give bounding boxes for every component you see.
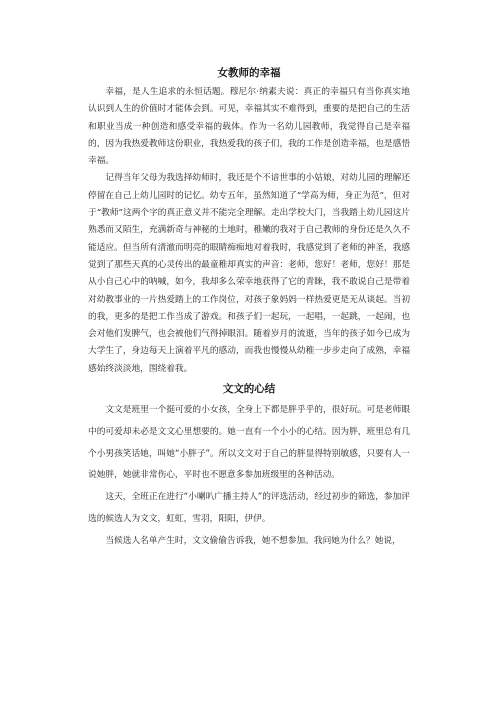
document-body	[88, 66, 410, 553]
section-wenwen	[88, 382, 410, 553]
paragraph: 当候选人名单产生时，文文偷偷告诉我，她不想参加。我问她为什么？她说，	[105, 535, 401, 546]
paragraph: 幸福，是人生追求的永恒话题。穆尼尔·纳素夫说：真正的幸福只有当你真实地认识到人生的价值时才能体会到。可见，幸福其实不难得到，重要的是把自己的生活和职业当成一种创造和感受幸福的载体。作为一名幼儿园教师，我觉得自己是幸福的，因为我热爱教师这份职业，我热爱我的孩子们，我的工作是创造幸福，也是感悟幸福。	[88, 87, 410, 167]
section-happiness	[88, 66, 410, 378]
section-title: 文文的心结	[222, 383, 276, 396]
section-title: 女教师的幸福	[217, 67, 281, 79]
paragraph: 这天，全班正在进行“小喇叭广播主持人”的评选活动，经过初步的筛选，参加评选的候选人为文文，虹虹，雪羽，阳阳，伊伊。	[88, 492, 410, 525]
paragraph: 文文是班里一个挺可爱的小女孩，全身上下都是胖乎乎的，很好玩。可是老师眼中的可爱却未必是文文心里想要的。她一直有一个小小的心结。因为胖，班里总有几个小男孩笑话她，叫她“小胖子”。所以文文对于自己的胖显得特别敏感，只要有人一说她胖，她就非常伤心，平时也不愿意多参加班级里的各种活动。	[88, 405, 410, 481]
paragraph: 记得当年父母为我选择幼师时，我还是个不谙世事的小姑娘，对幼儿园的理解还停留在自己上幼儿园时的记忆。幼专五年，虽然知道了“学高为师，身正为范”，但对于“教师”这两个字的真正意义并不能完全理解。走出学校大门，当我踏上幼儿园这片熟悉而又陌生，充满新奇与神秘的土地时，稚嫩的我对于自己教师的身份还是久久不能适应。但当所有清澈而明亮的眼睛痴痴地对着我时，我感觉到了老师的神圣，我感觉到了那些天真的心灵传出的最童稚却真实的声音：老师，您好！老师，您好！那是从小自己心中的呐喊，如今，我却多么荣幸地获得了它的青睐，我不敢说自己是带着对幼教事业的一片热爱踏上的工作岗位，对孩子象妈妈一样热爱更是无从谈起。当初的我，更多的是把工作当成了游戏。和孩子们一起玩，一起唱，一起跳，一起闹，也会对他们发脾气，也会被他们气得掉眼泪。随着岁月的流逝，当年的孩子如今已成为大学生了，身边每天上演着平凡的感动，而我也慢慢从幼稚一步步走向了成熟，幸福感始终淡淡地，围绕着我。	[88, 173, 410, 374]
